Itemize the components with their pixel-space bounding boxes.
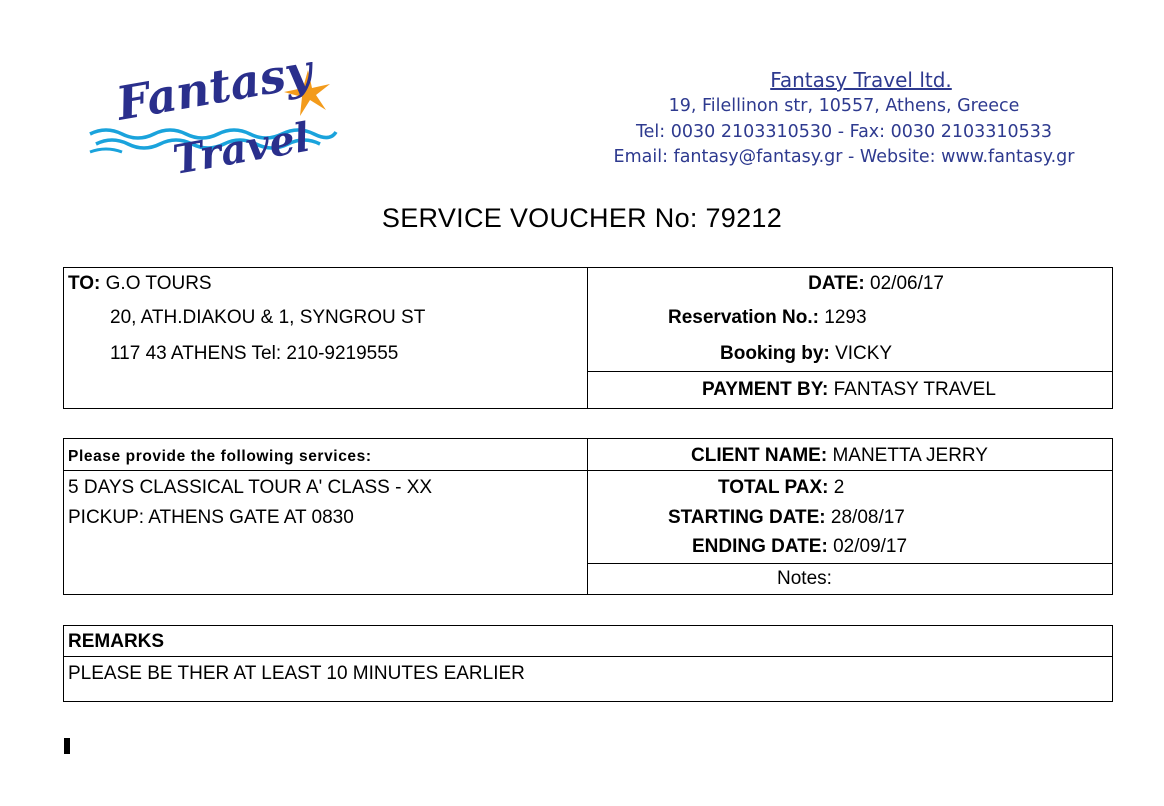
- company-logo: [86, 62, 340, 182]
- company-contact: Email: fantasy@fantasy.gr - Website: www.fantasy.gr: [613, 147, 1075, 167]
- company-name: Fantasy Travel ltd.: [770, 68, 952, 92]
- notes-label: Notes:: [777, 568, 832, 589]
- reservation-label: Reservation No.:: [668, 307, 819, 328]
- client-name: MANETTA JERRY: [832, 445, 988, 466]
- company-address: 19, Filellinon str, 10557, Athens, Greece: [668, 96, 1020, 116]
- client-name-label: CLIENT NAME:: [691, 445, 828, 466]
- payment-label: PAYMENT BY:: [702, 379, 829, 400]
- service-line-1: 5 DAYS CLASSICAL TOUR A' CLASS - XX: [68, 477, 433, 498]
- payment-row: [702, 379, 996, 401]
- total-pax: 2: [833, 477, 845, 498]
- services-header: Please provide the following services:: [68, 448, 372, 465]
- recipient-name: G.O TOURS: [105, 273, 212, 294]
- remarks-header-text: REMARKS: [68, 631, 165, 652]
- text-cursor: [64, 738, 70, 754]
- logo-text-fantasy: Fantasy: [112, 62, 316, 131]
- company-info: [584, 66, 1104, 171]
- date-row: [808, 273, 944, 295]
- date-value: 02/06/17: [870, 273, 944, 294]
- logo-text-travel: Travel: [169, 113, 314, 182]
- ending-date-label: ENDING DATE:: [692, 536, 828, 557]
- recipient-address-line1: 20, ATH.DIAKOU & 1, SYNGROU ST: [110, 307, 426, 328]
- ending-date: 02/09/17: [833, 536, 908, 557]
- remarks-text: PLEASE BE THER AT LEAST 10 MINUTES EARLIER: [68, 663, 525, 684]
- to-label: TO:: [68, 273, 101, 294]
- service-line-2: PICKUP: ATHENS GATE AT 0830: [68, 507, 354, 528]
- booking-label: Booking by:: [720, 343, 830, 364]
- payment-value: FANTASY TRAVEL: [833, 379, 996, 400]
- recipient-name-row: [68, 273, 212, 295]
- booking-row: [720, 343, 892, 365]
- date-label: DATE:: [808, 273, 865, 294]
- remarks-header: [68, 631, 164, 653]
- total-pax-label: TOTAL PAX:: [718, 477, 829, 498]
- starting-date-label: STARTING DATE:: [668, 507, 826, 528]
- starting-date: 28/08/17: [830, 507, 905, 528]
- reservation-value: 1293: [824, 307, 867, 328]
- starting-date-row: [668, 507, 905, 529]
- recipient-address-line2: 117 43 ATHENS Tel: 210-9219555: [110, 343, 399, 364]
- voucher-title: SERVICE VOUCHER No: 79212: [381, 203, 783, 233]
- total-pax-row: [718, 477, 844, 499]
- booking-value: VICKY: [835, 343, 893, 364]
- client-name-row: [691, 445, 988, 467]
- company-phone: Tel: 0030 2103310530 - Fax: 0030 2103310533: [635, 121, 1053, 142]
- reservation-row: [668, 307, 867, 329]
- ending-date-row: [692, 536, 907, 558]
